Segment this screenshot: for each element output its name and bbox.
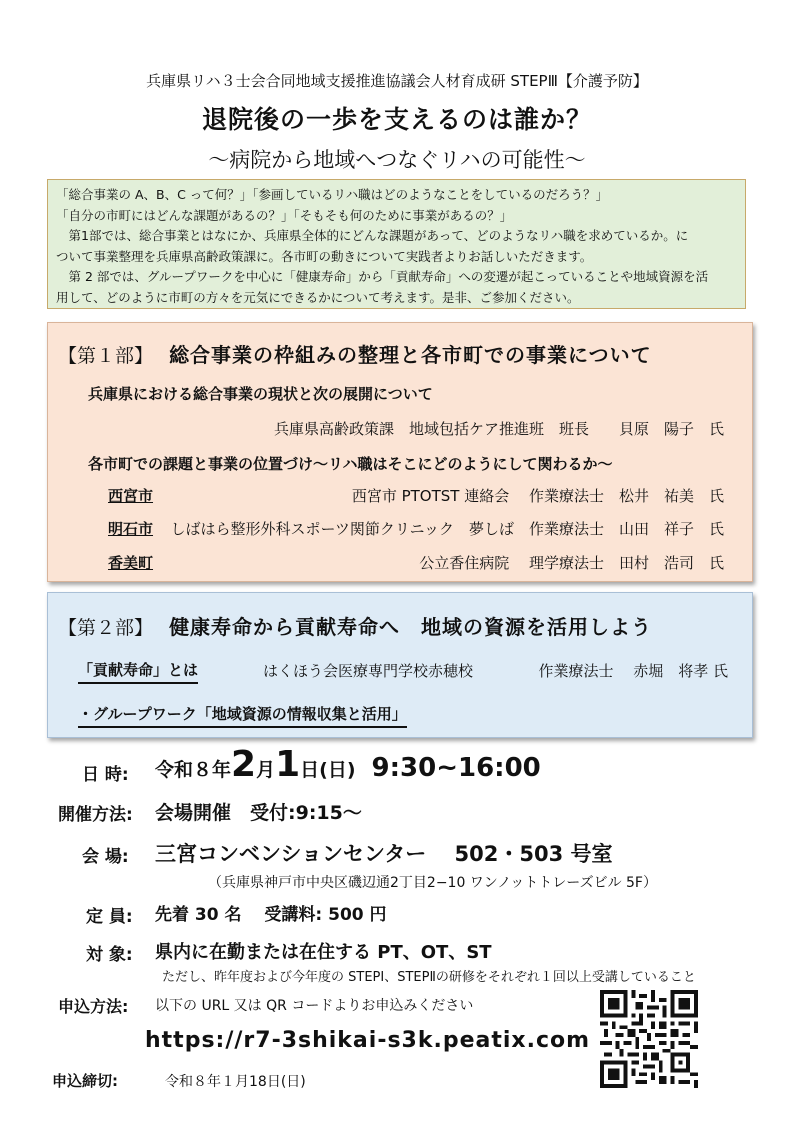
apply-label: 申込方法: — [58, 997, 129, 1016]
deadline-value: 令和８年１月18日(日) — [165, 1074, 306, 1090]
city-speaker: 公立香住病院 理学療法士 田村 浩司 氏 — [419, 554, 724, 572]
part1-title: 総合事業の枠組みの整理と各市町での事業について — [169, 343, 652, 367]
part2-box — [47, 592, 753, 738]
registration-url[interactable]: https://r7-3shikai-s3k.peatix.com — [145, 1028, 591, 1053]
date-time: 9:30~16:00 — [371, 753, 541, 783]
date-value — [155, 744, 541, 785]
part2-title: 健康寿命から貢献寿命へ 地域の資源を活用しよう — [169, 615, 653, 639]
capacity-value: 先着 30 名 受講料: 500 円 — [155, 905, 387, 925]
apply-value: 以下の URL 又は QR コードよりお申込みください — [155, 998, 474, 1014]
page-title: 退院後の一歩を支えるのは誰か？ — [201, 105, 592, 134]
intro-line: ついて事業整理を兵庫県高齢政策課に。各市町の動きについて実践者よりお話しいただきます。 — [56, 248, 593, 264]
date-post: 日(日) — [300, 759, 356, 781]
part2-talk-org: はくほう会医療専門学校赤穂校 — [263, 662, 474, 680]
part1-heading — [58, 339, 652, 368]
method-label: 開催方法: — [58, 805, 133, 825]
part2-heading — [58, 611, 652, 640]
date-pre: 令和８年 — [155, 759, 232, 781]
talk2-title: 各市町での課題と事業の位置づけ～リハ職はそこにどのようにして関わるか～ — [88, 455, 613, 473]
city-speaker: 西宮市 PTOTST 連絡会 作業療法士 松井 祐美 氏 — [351, 487, 724, 505]
target-value: 県内に在勤または在住する PT、OT、ST — [155, 942, 492, 963]
target-label: 対 象: — [86, 945, 133, 965]
method-value: 会場開催 受付:9:15～ — [155, 802, 362, 824]
capacity-label: 定 員: — [86, 907, 133, 927]
date-day: 1 — [275, 744, 301, 785]
part1-box — [47, 322, 753, 582]
deadline-label: 申込締切: — [52, 1072, 118, 1090]
city-speaker: しばはら整形外科スポーツ関節クリニック 夢しば 作業療法士 山田 祥子 氏 — [170, 520, 724, 538]
part2-label: 【第２部】 — [58, 617, 154, 639]
venue-address: （兵庫県神戸市中央区磯辺通2丁目2−10 ワンノットトレーズビル 5F） — [208, 875, 657, 891]
pretitle: 兵庫県リハ３士会合同地域支援推進協議会人材育成研 STEPⅢ【介護予防】 — [146, 72, 648, 90]
intro-line: 用して、どのように市町の方々を元気にできるかについて考えます。是非、ご参加ください。 — [56, 289, 580, 305]
intro-line: 「総合事業の A、B、C って何？」「参画しているリハ職はどのようなことをしているのだろう？」 — [56, 187, 609, 202]
intro-line: 第1部では、総合事業とはなにか、兵庫県全体的にどんな課題があって、どのようなリハ職を求めているか。に — [56, 228, 689, 243]
date-label: 日 時: — [82, 765, 129, 785]
venue-value: 三宮コンベンションセンター 502・503 号室 — [155, 842, 613, 866]
date-month: 2 — [231, 744, 257, 785]
page-subtitle: ～病院から地域へつなぐリハの可能性～ — [208, 148, 586, 172]
date-mid: 月 — [256, 759, 276, 781]
city-name: 香美町 — [108, 554, 154, 572]
intro-line: 「自分の市町にはどんな課題があるの？」「そもそも何のために事業があるの？」 — [56, 207, 513, 223]
city-name: 明石市 — [108, 520, 154, 538]
intro-line: 第 2 部では、グループワークを中心に「健康寿命」から「貢献寿命」への変遷が起こっていることや地域資源を活 — [56, 269, 709, 284]
city-name: 西宮市 — [108, 487, 154, 505]
part2-talk-speaker: 作業療法士 赤堀 将孝 氏 — [538, 662, 728, 680]
venue-label: 会 場: — [82, 847, 129, 867]
groupwork-label: ・グループワーク「地域資源の情報収集と活用」 — [78, 703, 407, 728]
intro-box — [47, 179, 746, 309]
qr-code-icon[interactable] — [600, 990, 698, 1088]
part2-talk-title: 「貢献寿命」とは — [78, 659, 198, 684]
talk1-speaker: 兵庫県高齢政策課 地域包括ケア推進班 班長 貝原 陽子 氏 — [273, 420, 724, 438]
part1-label: 【第１部】 — [58, 345, 154, 367]
target-note: ただし、昨年度および今年度の STEPⅠ、STEPⅡの研修をそれぞれ１回以上受講していること — [162, 970, 696, 985]
talk1-title: 兵庫県における総合事業の現状と次の展開について — [88, 385, 433, 403]
